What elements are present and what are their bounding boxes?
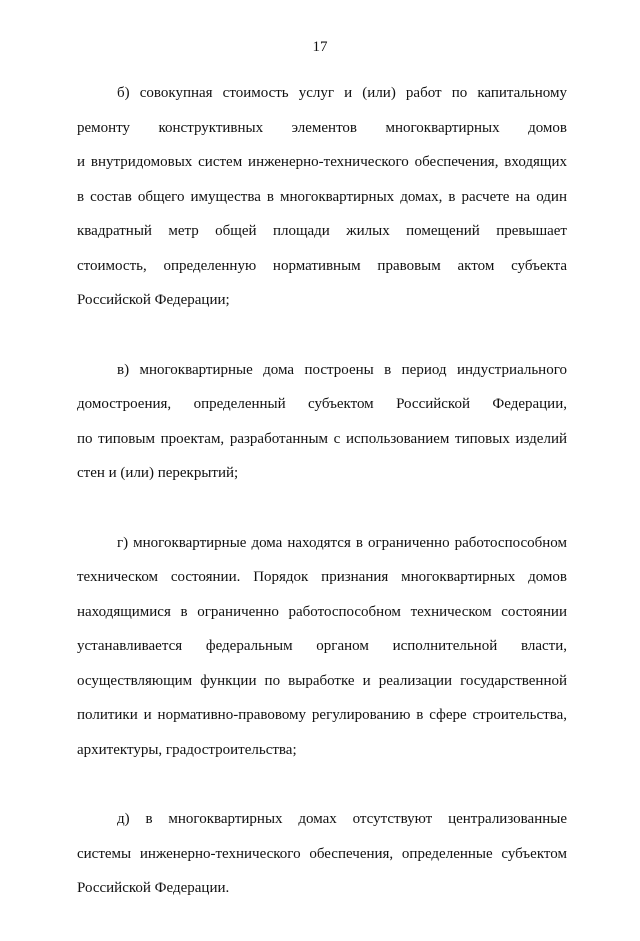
paragraph-line: г) многоквартирные дома находятся в ограниченно работоспособном [117,534,567,551]
paragraph-line: д) в многоквартирных домах отсутствуют централизованные [117,811,567,827]
paragraph-g [77,526,567,768]
paragraph-line: в) многоквартирные дома построены в период индустриального [117,361,567,378]
paragraph-line: техническом состоянии. Порядок признания многоквартирных домов [77,569,567,585]
paragraph-line: устанавливается федеральным органом исполнительной власти, [77,638,567,654]
document-body [77,76,567,941]
paragraph-d [77,802,567,906]
paragraph-line: квадратный метр общей площади жилых помещений превышает [77,223,567,239]
paragraph-v [77,353,567,491]
paragraph-line: б) совокупная стоимость услуг и (или) работ по капитальному [117,85,567,101]
paragraph-line: по типовым проектам, разработанным с использованием типовых изделий [77,430,567,447]
page-number: 17 [312,39,328,55]
paragraph-line: системы инженерно-технического обеспечения, определенные субъектом [77,845,567,862]
paragraph-line: находящимися в ограниченно работоспособном техническом состоянии [77,603,567,620]
paragraph-line: Российской Федерации; [77,292,230,308]
paragraph-line: в состав общего имущества в многоквартирных домах, в расчете на один [77,188,567,205]
paragraph-line: осуществляющим функции по выработке и реализации государственной [77,672,567,689]
paragraph-line: и внутридомовых систем инженерно-технического обеспечения, входящих [77,154,567,170]
paragraph-line: стен и (или) перекрытий; [77,465,239,481]
paragraph-line: Российской Федерации. [77,880,230,896]
paragraph-line: стоимость, определенную нормативным правовым актом субъекта [77,257,567,274]
paragraph-b [77,76,567,318]
paragraph-line: политики и нормативно-правовому регулированию в сфере строительства, [77,707,567,723]
paragraph-line: ремонту конструктивных элементов многоквартирных домов [77,119,567,136]
paragraph-line: архитектуры, градостроительства; [77,741,297,758]
paragraph-line: домостроения, определенный субъектом Российской Федерации, [77,396,567,412]
